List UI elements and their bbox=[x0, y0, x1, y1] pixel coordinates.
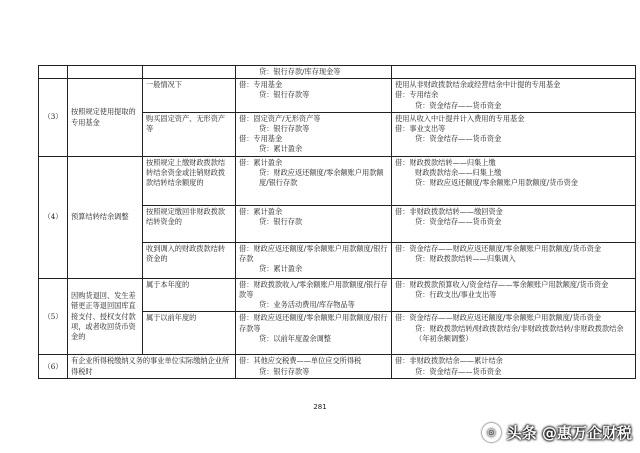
entry-line: 贷：资金结存——货币资金 bbox=[415, 217, 502, 227]
entry-line: 借：累计盈余 bbox=[239, 206, 283, 216]
entry-line: 贷：银行存款等 bbox=[259, 366, 310, 376]
financial-entry-cell bbox=[236, 112, 392, 156]
financial-entry-cell bbox=[236, 278, 392, 312]
entry-line: 贷：银行存款 bbox=[259, 217, 303, 227]
budget-entry-cell bbox=[392, 79, 636, 113]
page-number: 281 bbox=[313, 403, 327, 411]
case-cell: 按照规定上缴财政拨款结转结余资金或注销财政拨款结转结余额度的 bbox=[143, 156, 236, 205]
entry-line: 借：资金结存——财政应返还额度/零余额账户用款额度/货币资金 bbox=[395, 313, 602, 323]
case-cell: 一般情况下 bbox=[143, 79, 236, 113]
entry-line: 借：其他应交税费——单位应交所得税 bbox=[239, 356, 362, 366]
at-sign-icon: ◎ bbox=[482, 423, 501, 442]
table-row bbox=[39, 278, 636, 312]
budget-entry-cell bbox=[392, 205, 636, 242]
entry-line: 贷：财政拨款结转——归集调入 bbox=[415, 254, 516, 264]
entry-line: 借：财政应返还额度/零余额账户用款额度/银行存款 bbox=[239, 243, 388, 264]
table-row bbox=[39, 66, 636, 79]
entry-line: 贷：银行存款等 bbox=[259, 90, 310, 100]
watermark bbox=[482, 422, 632, 443]
entry-line: 贷：财政应返还额度/零余额账户用款额度/银行存款 bbox=[259, 168, 384, 188]
entry-line: 借：事业支出等 bbox=[395, 124, 446, 134]
budget-entry-cell bbox=[392, 156, 636, 205]
entry-line: 贷：财政应返还额度/零余额账户用款额度/货币资金 bbox=[415, 178, 578, 188]
entry-line: 贷：银行存款/库存现金等 bbox=[259, 67, 341, 76]
row-category: 因购货退回、发生差错更正等退回国库直接支付、授权支付款项，或者收回货币资金的 bbox=[68, 278, 143, 355]
entry-line: 贷：资金结存——货币资金 bbox=[415, 100, 502, 110]
case-cell: 按照规定缴回非财政拨款结转资金的 bbox=[143, 205, 236, 242]
accounting-entries-table bbox=[38, 65, 636, 379]
financial-entry-cell bbox=[236, 205, 392, 242]
case-cell: 购买固定资产、无形资产等 bbox=[143, 112, 236, 156]
entry-line: 贷：资金结存——货币资金 bbox=[415, 134, 502, 144]
entry-line: 借：累计盈余 bbox=[239, 157, 283, 167]
entry-line: 借：财政拨款收入/零余额账户用款额度/银行存款等 bbox=[239, 279, 388, 300]
entry-line: 贷：财政拨款结转/财政拨款结余/非财政拨款结转/非财政拨款结余（年初余额调整） bbox=[415, 323, 624, 343]
entry-line: 贷：累计盈余 bbox=[259, 144, 303, 154]
entry-line: 贷：以前年度盈余调整 bbox=[259, 333, 331, 343]
budget-entry-cell bbox=[392, 112, 636, 156]
entry-line: 使用从收入中计提并计入费用的专用基金 bbox=[395, 113, 525, 123]
entry-line: 借：专用基金 bbox=[239, 80, 283, 90]
budget-entry-cell bbox=[392, 242, 636, 278]
case-cell: 属于以前年度的 bbox=[143, 312, 236, 355]
entry-line: 贷：累计盈余 bbox=[259, 264, 303, 274]
table-row bbox=[39, 156, 636, 205]
financial-entry-cell bbox=[236, 242, 392, 278]
financial-entry-cell bbox=[236, 79, 392, 113]
entry-line: 借：财政拨款结转——归集上缴 bbox=[395, 157, 496, 167]
case-cell: 收到调入的财政拨款结转资金的 bbox=[143, 242, 236, 278]
case-cell: 属于本年度的 bbox=[143, 278, 236, 312]
watermark-text: 头条 @惠万企财税 bbox=[506, 424, 632, 442]
entry-line: 借：专用基金 bbox=[239, 134, 283, 144]
entry-line: 借：财政应返还额度/零余额账户用款额度/银行存款等 bbox=[239, 313, 388, 333]
financial-entry-cell bbox=[236, 156, 392, 205]
entry-line: 贷：银行存款等 bbox=[259, 124, 310, 134]
financial-entry-cell bbox=[236, 312, 392, 355]
entry-cell bbox=[236, 66, 392, 79]
row-category: 按照规定使用提取的专用基金 bbox=[68, 79, 143, 157]
entry-line: 借：非财政拨款结余——累计结余 bbox=[395, 356, 503, 366]
financial-entry-cell bbox=[236, 355, 392, 378]
entry-line: 贷：行政支出/事业支出等 bbox=[415, 290, 497, 300]
entry-line: 贷：业务活动费用/库存物品等 bbox=[259, 300, 355, 310]
row-number: （5） bbox=[39, 278, 68, 355]
entry-line: 贷：资金结存——货币资金 bbox=[415, 366, 502, 376]
table-row bbox=[39, 79, 636, 113]
row-number: （6） bbox=[39, 355, 68, 378]
entry-line: 使用从非财政拨款结余或经营结余中计提的专用基金 bbox=[395, 80, 561, 90]
entry-line: 财政拨款结余——归集上缴 bbox=[415, 168, 502, 178]
budget-entry-cell bbox=[392, 312, 636, 355]
entry-line: 借：非财政拨款结转——缴回资金 bbox=[395, 206, 503, 216]
row-category: 有企业所得税缴纳义务的事业单位实际缴纳企业所得税时 bbox=[68, 355, 236, 378]
table-row bbox=[39, 355, 636, 378]
entry-line: 借：财政拨款预算收入/资金结存——零余额账户用款额度/货币资金 bbox=[395, 279, 609, 289]
budget-entry-cell bbox=[392, 355, 636, 378]
entry-line: 借：专用结余 bbox=[395, 90, 439, 100]
entry-line: 借：资金结存——财政应返还额度/零余额账户用款额度/货币资金 bbox=[395, 243, 602, 253]
row-number: （4） bbox=[39, 156, 68, 278]
entry-line: 借：固定资产/无形资产等 bbox=[239, 113, 321, 123]
row-category: 预算结转结余调整 bbox=[68, 156, 143, 278]
row-number: （3） bbox=[39, 79, 68, 157]
budget-entry-cell bbox=[392, 278, 636, 312]
